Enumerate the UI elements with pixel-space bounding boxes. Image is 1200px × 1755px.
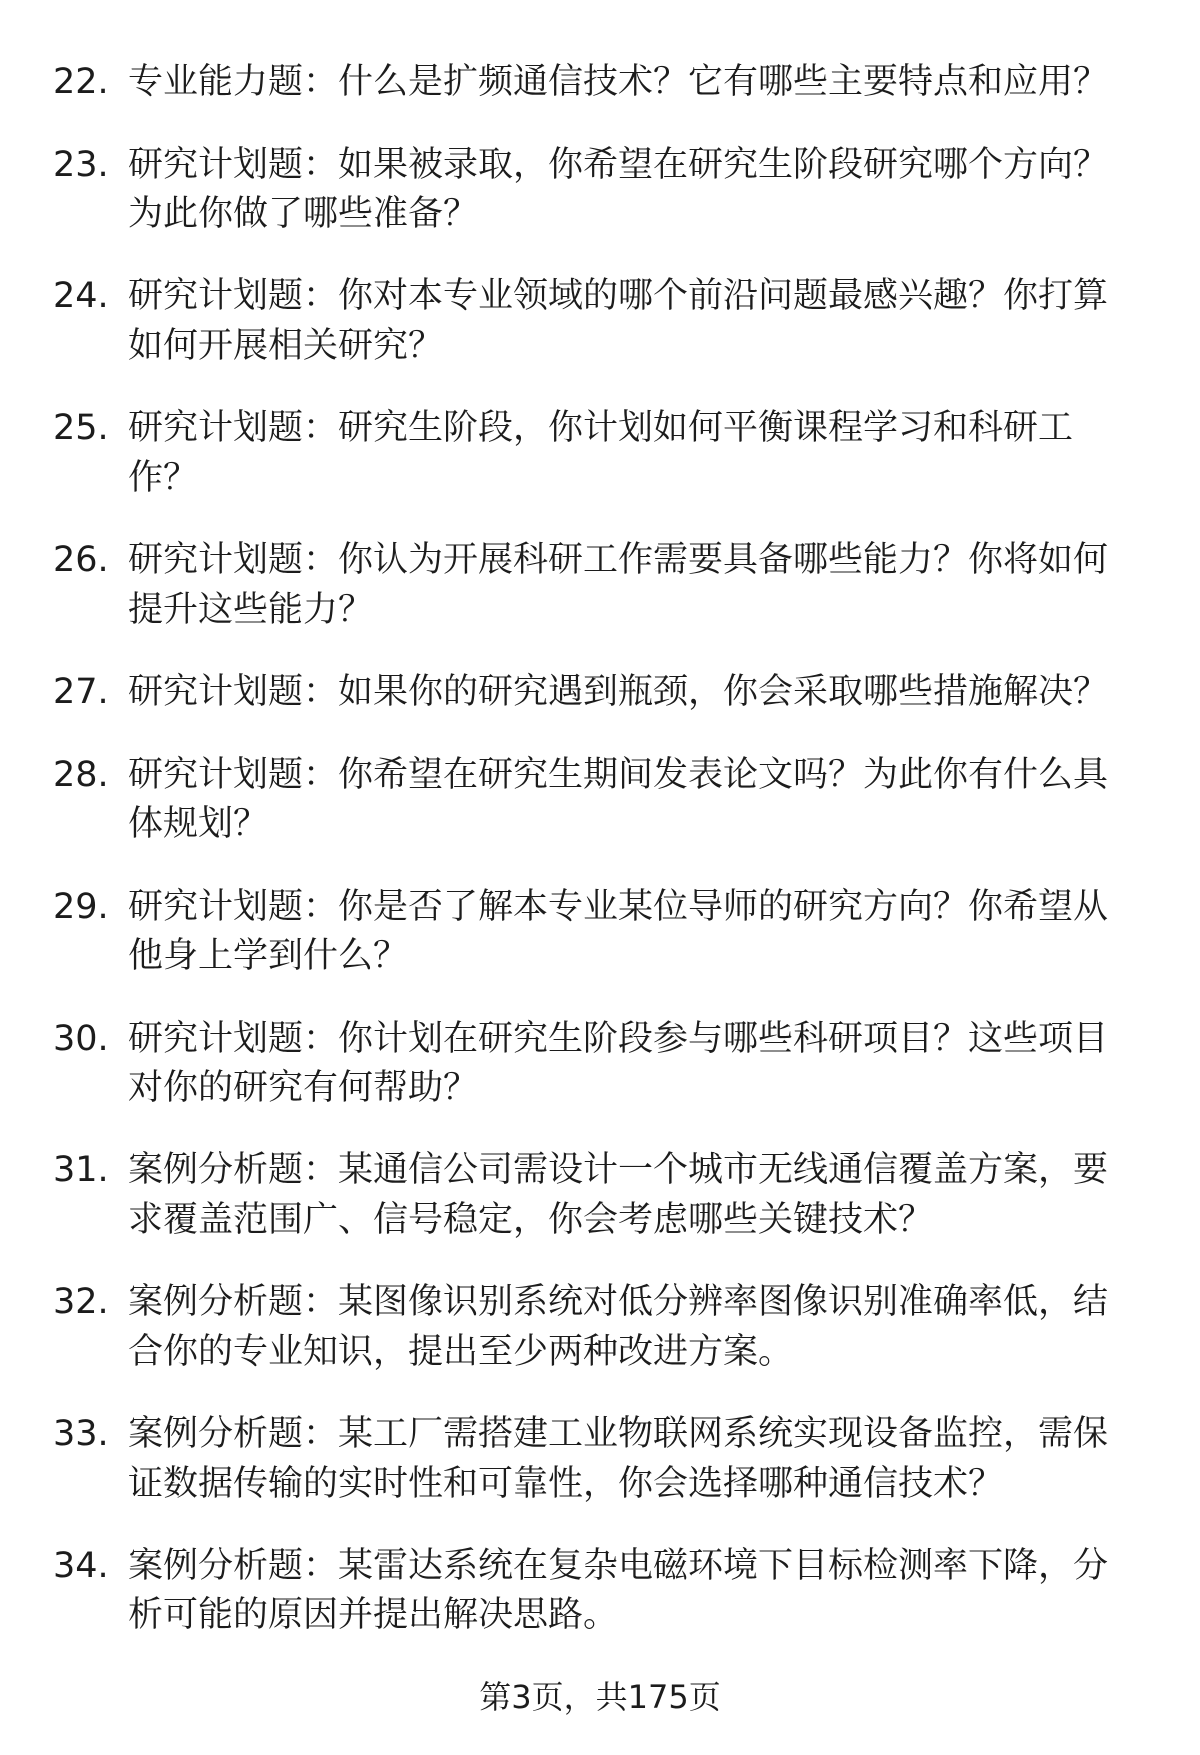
question-text-line: 对你的研究有何帮助？ <box>128 1067 479 1108</box>
question-text-line: 为此你做了哪些准备？ <box>128 193 479 234</box>
question-item <box>53 1146 1163 1245</box>
question-item <box>53 751 1163 850</box>
question-text-line: 研究计划题：如果你的研究遇到瓶颈，你会采取哪些措施解决？ <box>128 672 1109 713</box>
question-text-line: 案例分析题：某通信公司需设计一个城市无线通信覆盖方案，要 <box>128 1150 1109 1191</box>
question-text <box>128 1015 1163 1114</box>
question-item <box>53 1542 1163 1641</box>
question-text-line: 案例分析题：某工厂需搭建工业物联网系统实现设备监控，需保 <box>128 1414 1109 1455</box>
question-text-line: 析可能的原因并提出解决思路。 <box>128 1595 619 1636</box>
question-text-line: 求覆盖范围广、信号稳定，你会考虑哪些关键技术？ <box>128 1199 934 1240</box>
question-item <box>53 272 1163 371</box>
question-text-line: 作？ <box>128 457 199 498</box>
question-text-line: 案例分析题：某雷达系统在复杂电磁环境下目标检测率下降，分 <box>128 1546 1109 1587</box>
question-number: 30. <box>53 1018 109 1059</box>
question-number: 22. <box>53 62 109 102</box>
question-text-line: 专业能力题：什么是扩频通信技术？它有哪些主要特点和应用？ <box>128 62 1109 102</box>
question-item <box>53 1278 1163 1377</box>
question-number: 34. <box>53 1546 109 1587</box>
question-text <box>128 1542 1163 1641</box>
question-text-line: 研究计划题：你是否了解本专业某位导师的研究方向？你希望从 <box>128 886 1109 927</box>
page-footer: 第3页，共175页 <box>479 1678 721 1716</box>
question-text-line: 案例分析题：某图像识别系统对低分辨率图像识别准确率低，结 <box>128 1282 1109 1323</box>
question-number: 25. <box>53 408 109 449</box>
question-item <box>53 58 1163 107</box>
question-number: 27. <box>53 672 109 713</box>
question-number: 32. <box>53 1282 109 1323</box>
question-text <box>128 536 1163 635</box>
question-text-line: 研究计划题：你希望在研究生期间发表论文吗？为此你有什么具 <box>128 754 1109 795</box>
question-text-line: 研究计划题：你计划在研究生阶段参与哪些科研项目？这些项目 <box>128 1018 1109 1059</box>
question-text <box>128 58 1163 107</box>
question-item <box>53 1015 1163 1114</box>
question-text <box>128 272 1163 371</box>
question-text-line: 体规划？ <box>128 804 269 845</box>
question-item <box>53 536 1163 635</box>
question-number: 28. <box>53 754 109 795</box>
question-text-line: 研究计划题：你对本专业领域的哪个前沿问题最感兴趣？你打算 <box>128 276 1109 317</box>
question-number: 31. <box>53 1150 109 1191</box>
question-text-line: 研究计划题：研究生阶段，你计划如何平衡课程学习和科研工 <box>128 408 1074 449</box>
question-number: 26. <box>53 540 109 581</box>
question-text <box>128 883 1163 982</box>
question-number: 23. <box>53 144 109 185</box>
question-text-line: 合你的专业知识，提出至少两种改进方案。 <box>128 1331 794 1372</box>
question-text-line: 如何开展相关研究？ <box>128 325 444 366</box>
question-number: 29. <box>53 886 109 927</box>
question-text-line: 研究计划题：你认为开展科研工作需要具备哪些能力？你将如何 <box>128 540 1109 581</box>
question-text <box>128 404 1163 503</box>
question-text <box>128 1410 1163 1509</box>
question-text <box>128 1278 1163 1377</box>
question-text <box>128 668 1163 717</box>
question-text <box>128 751 1163 850</box>
question-item <box>53 883 1163 982</box>
question-item <box>53 1410 1163 1509</box>
question-number: 24. <box>53 276 109 317</box>
question-text <box>128 1146 1163 1245</box>
question-text-line: 研究计划题：如果被录取，你希望在研究生阶段研究哪个方向？ <box>128 144 1109 185</box>
question-text <box>128 141 1163 240</box>
question-text-line: 他身上学到什么？ <box>128 935 409 976</box>
question-list <box>53 58 1163 1674</box>
question-number: 33. <box>53 1414 109 1455</box>
question-text-line: 证数据传输的实时性和可靠性，你会选择哪种通信技术？ <box>128 1463 1004 1504</box>
question-text-line: 提升这些能力？ <box>128 589 374 630</box>
question-item <box>53 668 1163 717</box>
question-item <box>53 141 1163 240</box>
question-item <box>53 404 1163 503</box>
